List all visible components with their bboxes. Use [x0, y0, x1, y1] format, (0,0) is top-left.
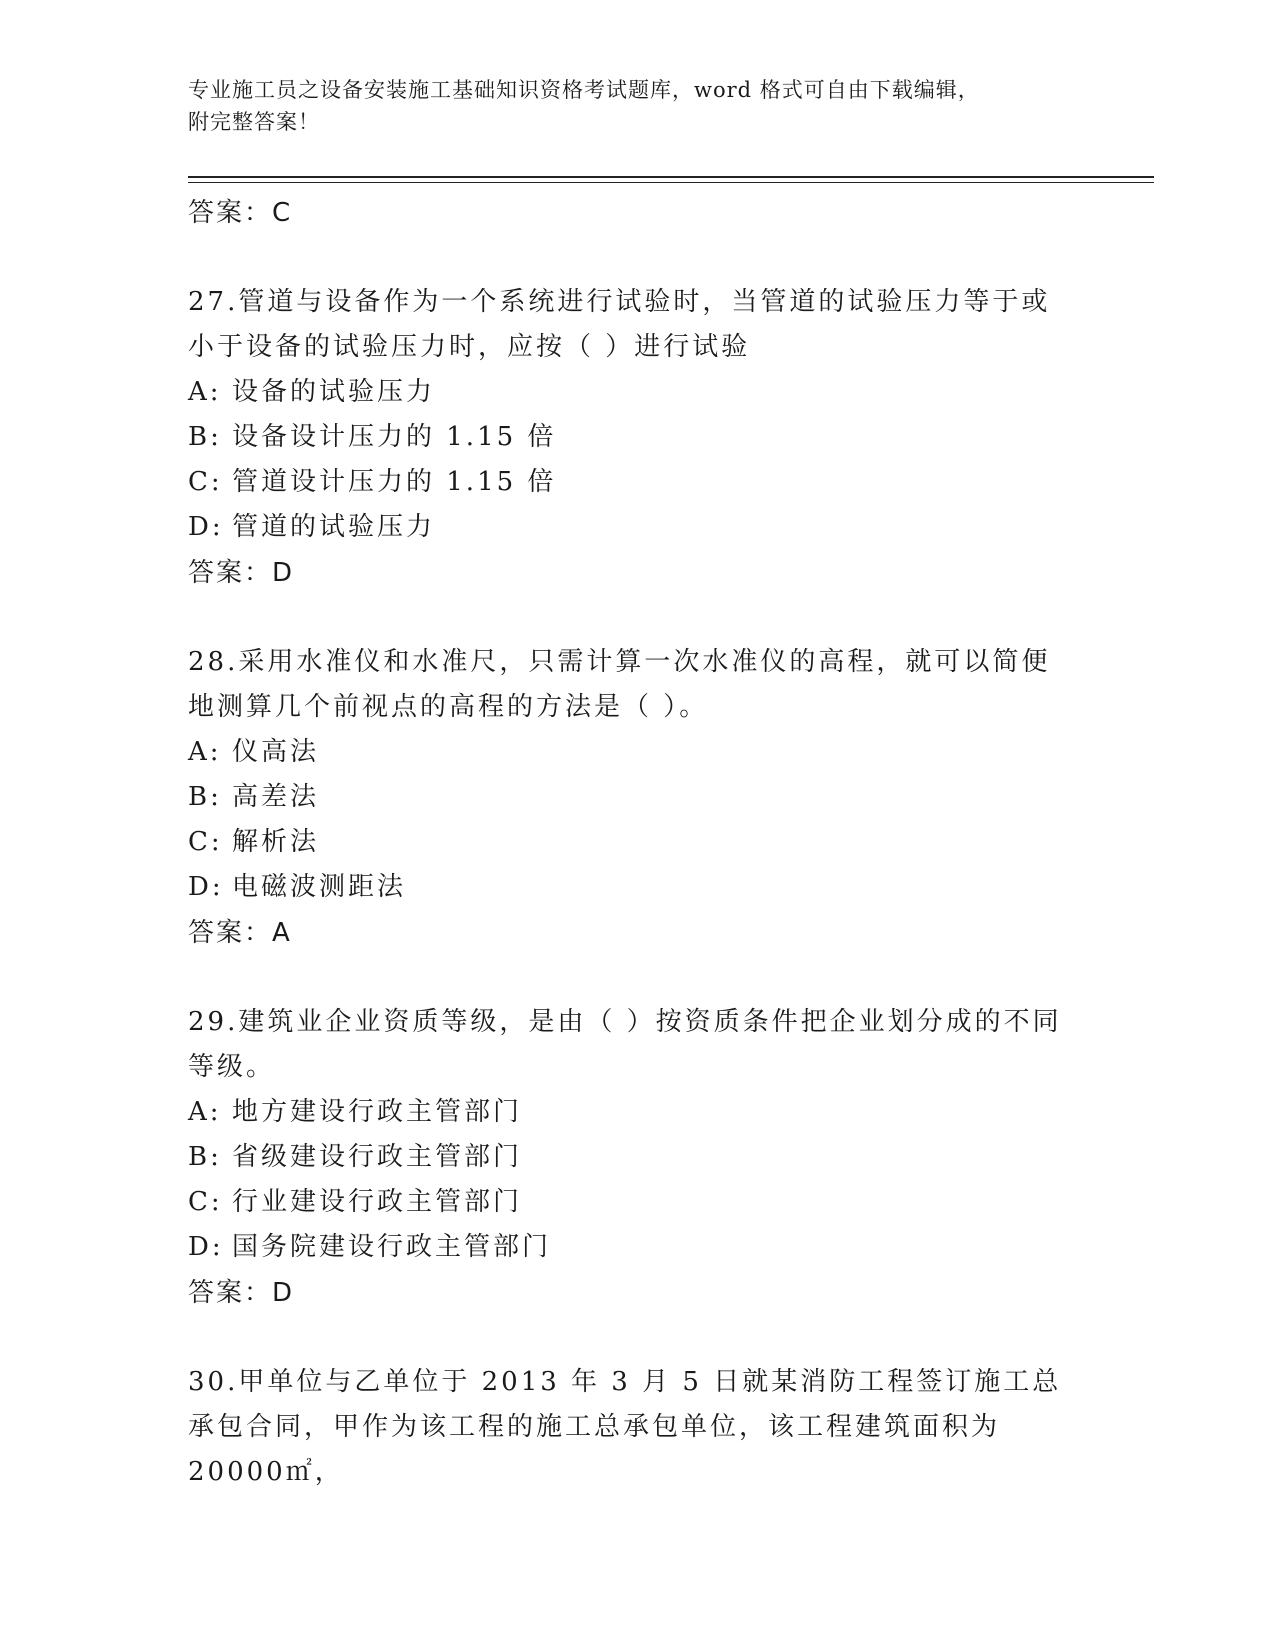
option-d: [188, 505, 1078, 550]
option-b: [188, 415, 1078, 460]
question-28: [188, 640, 1078, 956]
option-letter: B:: [188, 1142, 222, 1172]
option-a: [188, 370, 1078, 415]
option-text: 高差法: [232, 782, 320, 812]
option-text: 地方建设行政主管部门: [232, 1097, 523, 1127]
option-d: [188, 1225, 1078, 1270]
option-text: 国务院建设行政主管部门: [232, 1232, 552, 1262]
option-text: 管道设计压力的 1.15 倍: [232, 467, 557, 497]
header-divider-thick: [188, 176, 1154, 178]
option-text: 电磁波测距法: [232, 872, 407, 902]
option-text: 行业建设行政主管部门: [232, 1187, 523, 1217]
option-text: 省级建设行政主管部门: [232, 1142, 523, 1172]
question-29: [188, 1000, 1078, 1316]
question-30: [188, 1360, 1078, 1495]
answer-line: 答案：C: [188, 198, 293, 228]
header-line-2: 附完整答案！: [188, 110, 320, 134]
option-b: [188, 775, 1078, 820]
option-letter: B:: [188, 782, 222, 812]
option-text: 仪高法: [232, 737, 320, 767]
option-letter: D:: [188, 872, 224, 902]
option-letter: A:: [188, 377, 222, 407]
option-b: [188, 1135, 1078, 1180]
option-text: 设备设计压力的 1.15 倍: [232, 422, 557, 452]
option-c: [188, 460, 1078, 505]
option-c: [188, 820, 1078, 865]
option-letter: A:: [188, 1097, 222, 1127]
option-a: [188, 1090, 1078, 1135]
document-header: [188, 74, 1088, 138]
question-stem: 28.采用水准仪和水准尺，只需计算一次水准仪的高程，就可以简便地测算几个前视点的高程的方法是（ ）。: [188, 647, 1051, 722]
header-divider-thin: [188, 182, 1154, 183]
answer-line: 答案：A: [188, 918, 292, 948]
question-stem: 30.甲单位与乙单位于 2013 年 3 月 5 日就某消防工程签订施工总承包合同，甲作为该工程的施工总承包单位，该工程建筑面积为 20000㎡，: [188, 1367, 1062, 1487]
option-letter: A:: [188, 737, 222, 767]
option-letter: C:: [188, 827, 223, 857]
question-list: [188, 190, 1078, 1495]
option-text: 管道的试验压力: [232, 512, 436, 542]
option-letter: C:: [188, 467, 223, 497]
option-text: 设备的试验压力: [232, 377, 436, 407]
option-d: [188, 865, 1078, 910]
option-letter: D:: [188, 1232, 224, 1262]
question-stem: 29.建筑业企业资质等级，是由（ ）按资质条件把企业划分成的不同等级。: [188, 1007, 1062, 1082]
option-a: [188, 730, 1078, 775]
question-stem: 27.管道与设备作为一个系统进行试验时，当管道的试验压力等于或小于设备的试验压力时，应按（ ）进行试验: [188, 287, 1051, 362]
option-text: 解析法: [232, 827, 320, 857]
option-letter: C:: [188, 1187, 223, 1217]
answer-line: 答案：D: [188, 558, 295, 588]
option-letter: B:: [188, 422, 222, 452]
header-line-1: 专业施工员之设备安装施工基础知识资格考试题库，word 格式可自由下载编辑，: [188, 78, 980, 102]
option-letter: D:: [188, 512, 224, 542]
answer-line: 答案：D: [188, 1278, 295, 1308]
question-27: [188, 280, 1078, 596]
option-c: [188, 1180, 1078, 1225]
